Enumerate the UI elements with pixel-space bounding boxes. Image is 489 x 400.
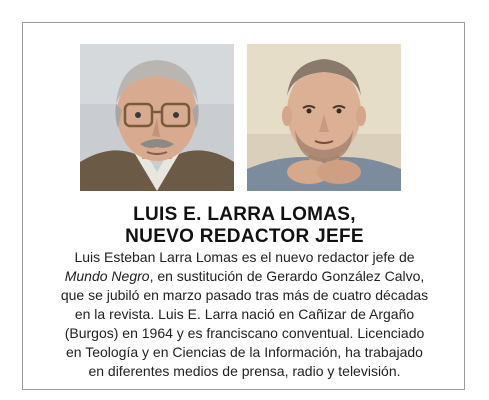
body-line-2 [23,267,466,286]
body-line-2-rest: , en sustitución de Gerardo González Calvo, [149,268,425,284]
headline-line-1: LUIS E. LARRA LOMAS, [133,204,356,225]
body-line-7: en diferentes medios de prensa, radio y televisión. [88,363,401,379]
body-line-3: que se jubiló en marzo pasado tras más de cuatro décadas [60,287,429,303]
article-body [23,248,466,381]
magazine-title: Mundo Negro [64,268,150,284]
body-line-4: en la revista. Luis E. Larra nació en Cañizar de Argaño [74,306,415,322]
body-line-6: en Teología y en Ciencias de la Información, ha trabajado [66,344,423,360]
body-line-1: Luis Esteban Larra Lomas es el nuevo redactor jefe de [74,249,415,265]
body-line-5: (Burgos) en 1964 y es franciscano conventual. Licenciado [64,325,425,341]
news-box [22,22,465,390]
portrait-right-image [247,44,401,191]
portrait-left-image [80,44,234,191]
headline-line-2: NUEVO REDACTOR JEFE [125,226,364,247]
photo-older-man [80,44,234,191]
photo-younger-man [247,44,401,191]
